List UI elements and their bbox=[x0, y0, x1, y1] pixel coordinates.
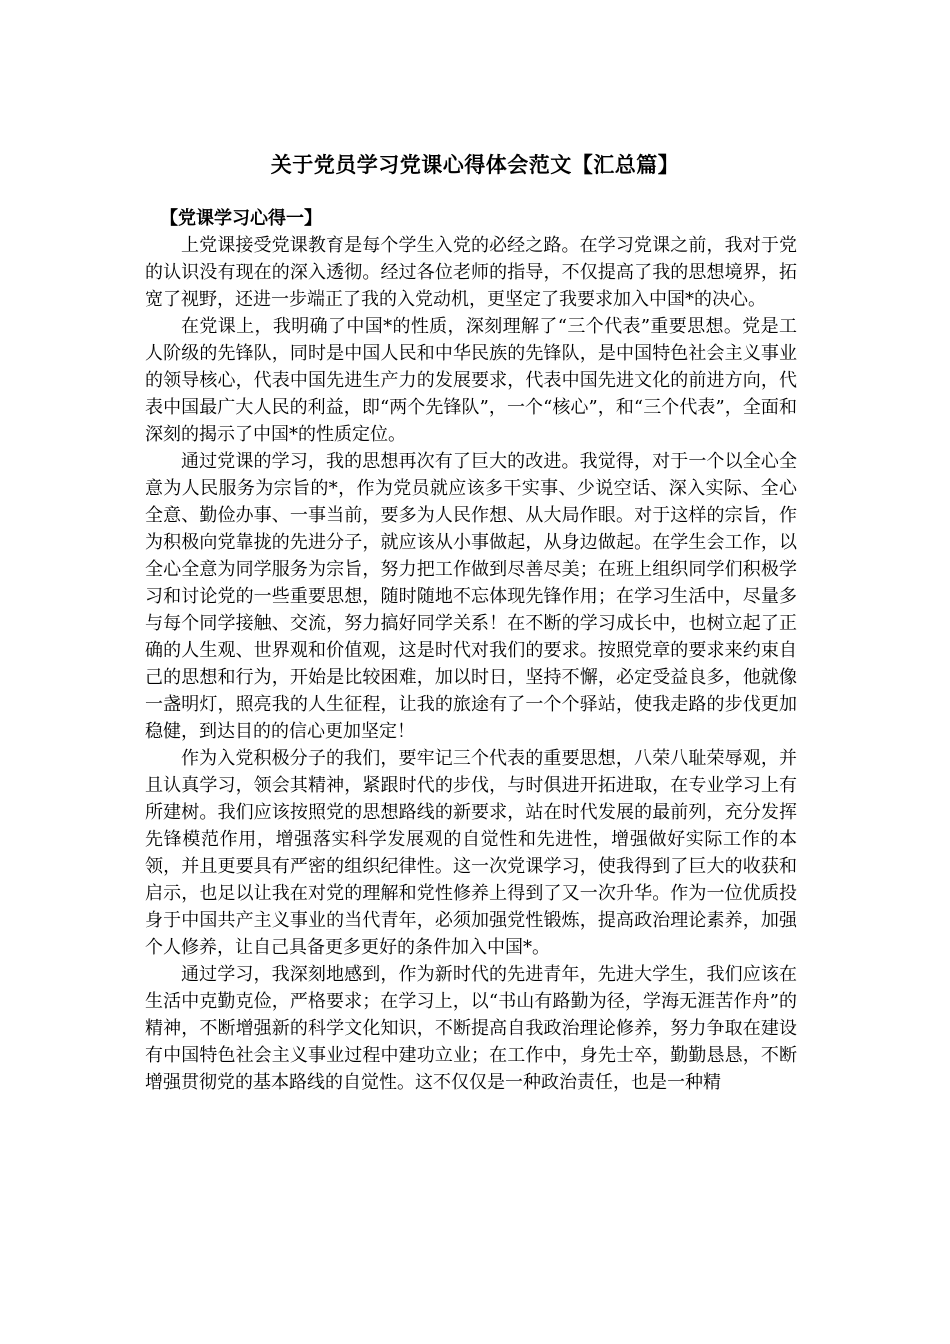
paragraph-1: 上党课接受党课教育是每个学生入党的必经之路。在学习党课之前，我对于党的认识没有现在的深入透彻。经过各位老师的指导，不仅提高了我的思想境界，拓宽了视野，还进一步端正了我的入党动机，更坚定了我要求加入中国*的决心。 bbox=[145, 235, 797, 310]
paragraph-5: 通过学习，我深刻地感到，作为新时代的先进青年，先进大学生，我们应该在生活中克勤克俭，严格要求；在学习上，以“书山有路勤为径，学海无涯苦作舟”的精神，不断增强新的科学文化知识，不断提高自我政治理论修养，努力争取在建设有中国特色社会主义事业过程中建功立业；在工作中，身先士卒，勤勤恳恳，不断增强贯彻党的基本路线的自觉性。这不仅仅是一种政治责任，也是一种精 bbox=[145, 964, 797, 1093]
document-title: 关于党员学习党课心得体会范文【汇总篇】 bbox=[270, 152, 680, 177]
paragraph-2: 在党课上，我明确了中国*的性质，深刻理解了“三个代表”重要思想。党是工人阶级的先锋队，同时是中国人民和中华民族的先锋队，是中国特色社会主义事业的领导核心，代表中国先进生产力的发展要求，代表中国先进文化的前进方向，代表中国最广大人民的利益，即“两个先锋队”，一个“核心”，和“三个代表”，全面和深刻的揭示了中国*的性质定位。 bbox=[145, 316, 797, 445]
paragraph-3: 通过党课的学习，我的思想再次有了巨大的改进。我觉得，对于一个以全心全意为人民服务为宗旨的*，作为党员就应该多干实事、少说空话、深入实际、全心全意、勤俭办事、一事当前，要多为人民作想、从大局作眼。对于这样的宗旨，作为积极向党靠拢的先进分子，就应该从小事做起，从身边做起。在学生会工作，以全心全意为同学服务为宗旨，努力把工作做到尽善尽美；在班上组织同学们积极学习和讨论党的一些重要思想，随时随地不忘体现先锋作用；在学习生活中，尽量多与每个同学接触、交流，努力搞好同学关系！在不断的学习成长中，也树立起了正确的人生观、世界观和价值观，这是时代对我们的要求。按照党章的要求来约束自己的思想和行为，开始是比较困难，加以时日，坚持不懈，必定受益良多，他就像一盏明灯，照亮我的人生征程，让我的旅途有了一个个驿站，使我走路的步伐更加稳健，到达目的的信心更加坚定！ bbox=[145, 451, 797, 742]
paragraph-4: 作为入党积极分子的我们，要牢记三个代表的重要思想，八荣八耻荣辱观，并且认真学习，领会其精神，紧跟时代的步伐，与时俱进开拓进取，在专业学习上有所建树。我们应该按照党的思想路线的新要求，站在时代发展的最前列，充分发挥先锋模范作用，增强落实科学发展观的自觉性和先进性，增强做好实际工作的本领，并且更要具有严密的组织纪律性。这一次党课学习，使我得到了巨大的收获和启示，也足以让我在对党的理解和党性修养上得到了又一次升华。作为一位优质投身于中国共产主义事业的当代青年，必须加强党性锻炼，提高政治理论素养，加强个人修养，让自己具备更多更好的条件加入中国*。 bbox=[145, 748, 797, 958]
body-text bbox=[145, 232, 797, 1096]
section-heading: 【党课学习心得一】 bbox=[160, 208, 322, 229]
